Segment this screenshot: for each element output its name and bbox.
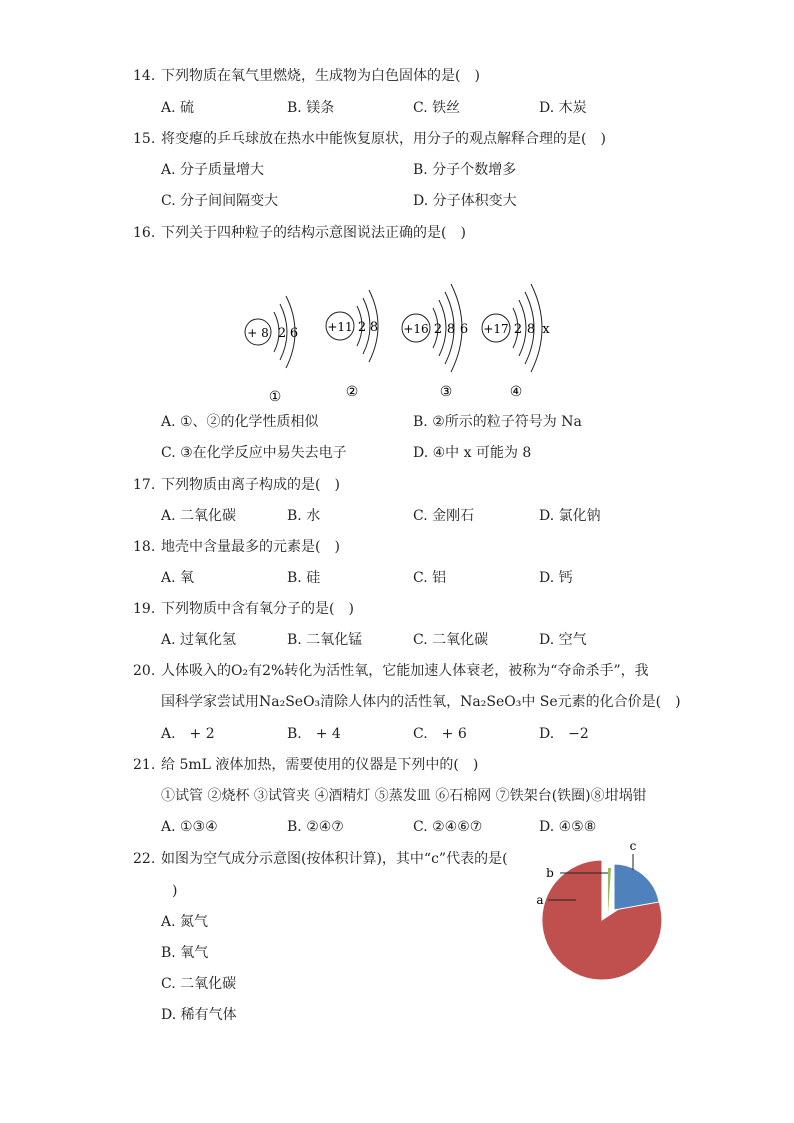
shell-electrons: x bbox=[542, 322, 550, 337]
option-c[interactable]: C. 铁丝 bbox=[413, 100, 461, 116]
option-c[interactable]: C. + 6 bbox=[413, 726, 467, 742]
question-number: 22. bbox=[133, 851, 156, 867]
atom-diagram-1 bbox=[245, 296, 298, 405]
shell-electrons: 8 bbox=[526, 322, 536, 337]
question-number: 17. bbox=[133, 477, 156, 493]
option-a[interactable]: A. 硫 bbox=[161, 100, 195, 116]
question-number: 14. bbox=[133, 68, 156, 84]
question-15 bbox=[0, 129, 794, 149]
option-d[interactable]: D. −2 bbox=[539, 726, 589, 742]
option-c[interactable]: C. 铝 bbox=[413, 570, 447, 586]
option-a[interactable]: A. 二氧化碳 bbox=[161, 508, 237, 524]
option-c[interactable]: C. 金刚石 bbox=[413, 508, 475, 524]
option-b[interactable]: B. 二氧化锰 bbox=[287, 632, 363, 648]
option-b[interactable]: B. 镁条 bbox=[287, 100, 335, 116]
shell-electrons: 6 bbox=[289, 326, 299, 341]
instrument-list: ①试管 ②烧杯 ③试管夹 ④酒精灯 ⑤蒸发皿 ⑥石棉网 ⑦铁架台(铁圈)⑧坩埚钳 bbox=[161, 788, 647, 804]
option-b[interactable]: B. 水 bbox=[287, 508, 321, 524]
option-b[interactable]: B. ②所示的粒子符号为 Na bbox=[413, 414, 582, 430]
question-19 bbox=[0, 599, 794, 619]
atom-diagram-3 bbox=[402, 284, 468, 400]
atom-label: ③ bbox=[439, 384, 453, 400]
option-a[interactable]: A. + 2 bbox=[161, 726, 215, 742]
shell-electrons: 2 bbox=[357, 320, 367, 335]
question-number: 19. bbox=[133, 601, 156, 617]
option-d[interactable]: D. 稀有气体 bbox=[161, 1007, 237, 1023]
atom-label: ① bbox=[268, 389, 282, 405]
pie-slice-b bbox=[608, 868, 611, 914]
question-22 bbox=[0, 849, 794, 869]
shell-electrons: 8 bbox=[446, 322, 456, 337]
option-d[interactable]: D. ④中 x 可能为 8 bbox=[413, 445, 532, 461]
option-a[interactable]: A. 氮气 bbox=[161, 914, 209, 930]
nucleus-charge: +11 bbox=[327, 320, 353, 334]
question-stem: 地壳中含量最多的元素是( ) bbox=[161, 539, 340, 555]
option-b[interactable]: B. 分子个数增多 bbox=[413, 162, 517, 178]
shell-electrons: 2 bbox=[433, 322, 443, 337]
option-c[interactable]: C. ②④⑥⑦ bbox=[413, 819, 483, 835]
shell-electrons: 2 bbox=[513, 322, 523, 337]
option-b[interactable]: B. + 4 bbox=[287, 726, 341, 742]
nucleus-charge: +17 bbox=[483, 322, 509, 336]
option-a[interactable]: A. 氧 bbox=[161, 570, 195, 586]
option-c[interactable]: C. ③在化学反应中易失去电子 bbox=[161, 445, 347, 461]
question-18 bbox=[0, 537, 794, 557]
option-b[interactable]: B. ②④⑦ bbox=[287, 819, 344, 835]
option-d[interactable]: D. 钙 bbox=[539, 570, 573, 586]
option-b[interactable]: B. 硅 bbox=[287, 570, 321, 586]
pie-label-c: c bbox=[629, 839, 637, 853]
option-d[interactable]: D. 空气 bbox=[539, 632, 587, 648]
atom-label: ② bbox=[345, 384, 359, 400]
shell-electrons: 6 bbox=[459, 322, 469, 337]
pie-label-b: b bbox=[546, 866, 554, 880]
question-number: 16. bbox=[133, 225, 156, 241]
option-a[interactable]: A. 分子质量增大 bbox=[161, 162, 265, 178]
air-composition-pie bbox=[520, 836, 670, 986]
option-c[interactable]: C. 分子间间隔变大 bbox=[161, 193, 279, 209]
question-17 bbox=[0, 475, 794, 495]
question-number: 21. bbox=[133, 757, 156, 773]
atom-structure-diagram bbox=[230, 276, 570, 406]
question-stem: 将变瘪的乒乓球放在热水中能恢复原状，用分子的观点解释合理的是( ) bbox=[161, 131, 606, 147]
question-stem: 下列物质在氧气里燃烧，生成物为白色固体的是( ) bbox=[161, 68, 480, 84]
question-stem: 给 5mL 液体加热，需要使用的仪器是下列中的( ) bbox=[161, 757, 479, 773]
atom-diagram-2 bbox=[326, 290, 378, 400]
option-d[interactable]: D. 木炭 bbox=[539, 100, 587, 116]
option-c[interactable]: C. 二氧化碳 bbox=[161, 976, 237, 992]
option-a[interactable]: A. 过氧化氢 bbox=[161, 632, 237, 648]
question-stem: 如图为空气成分示意图(按体积计算)，其中“c”代表的是( bbox=[161, 851, 508, 867]
question-21 bbox=[0, 755, 794, 775]
shell-electrons: 8 bbox=[369, 320, 379, 335]
question-number: 18. bbox=[133, 539, 156, 555]
question-stem-line1: 人体吸入的O₂有2%转化为活性氧，它能加速人体衰老，被称为“夺命杀手”，我 bbox=[161, 663, 649, 679]
atom-diagram-4 bbox=[482, 284, 550, 400]
question-number: 20. bbox=[133, 663, 156, 679]
option-d[interactable]: D. 氯化钠 bbox=[539, 508, 601, 524]
option-d[interactable]: D. ④⑤⑧ bbox=[539, 819, 597, 835]
question-stem: 下列关于四种粒子的结构示意图说法正确的是( ) bbox=[161, 225, 466, 241]
pie-slice-c bbox=[614, 864, 659, 910]
question-stem: 下列物质中含有氧分子的是( ) bbox=[161, 601, 354, 617]
question-number: 15. bbox=[133, 131, 156, 147]
shell-electrons: 2 bbox=[277, 326, 287, 341]
question-14 bbox=[0, 66, 794, 86]
option-a[interactable]: A. ①、②的化学性质相似 bbox=[161, 414, 319, 430]
option-b[interactable]: B. 氧气 bbox=[161, 945, 209, 961]
question-16 bbox=[0, 223, 794, 243]
question-stem-line2: 国科学家尝试用Na₂SeO₃清除人体内的活性氧，Na₂SeO₃中 Se元素的化合价是( ) bbox=[161, 694, 681, 710]
question-stem-cont: ) bbox=[172, 883, 178, 899]
nucleus-charge: +16 bbox=[403, 322, 429, 336]
atom-label: ④ bbox=[509, 384, 523, 400]
question-20 bbox=[0, 661, 794, 681]
question-stem: 下列物质由离子构成的是( ) bbox=[161, 477, 340, 493]
option-c[interactable]: C. 二氧化碳 bbox=[413, 632, 489, 648]
nucleus-charge: + 8 bbox=[247, 326, 269, 340]
option-d[interactable]: D. 分子体积变大 bbox=[413, 193, 517, 209]
option-a[interactable]: A. ①③④ bbox=[161, 819, 218, 835]
pie-label-a: a bbox=[536, 893, 544, 907]
